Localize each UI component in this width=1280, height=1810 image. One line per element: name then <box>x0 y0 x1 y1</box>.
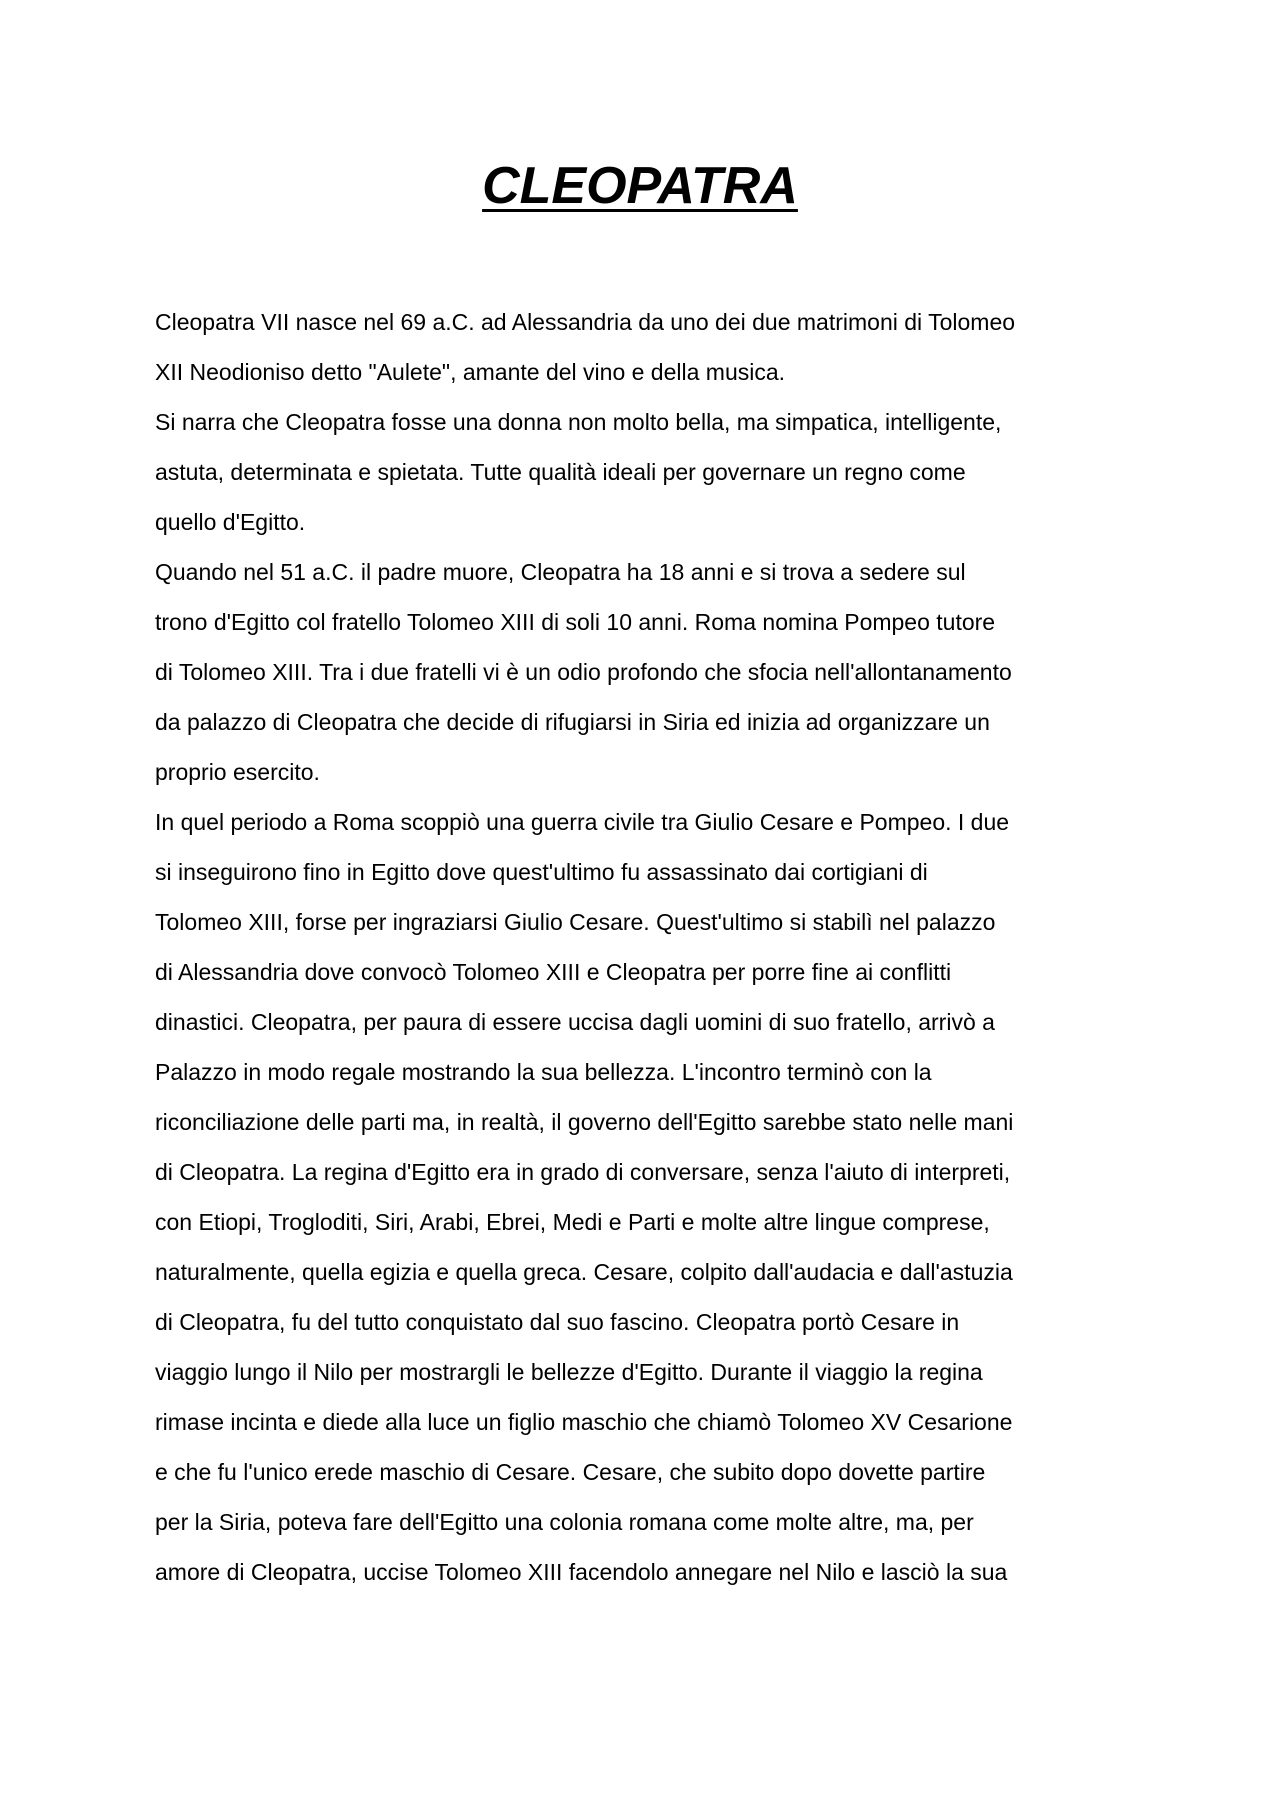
body-line: astuta, determinata e spietata. Tutte qualità ideali per governare un regno come <box>155 459 966 485</box>
body-line: Tolomeo XIII, forse per ingraziarsi Giulio Cesare. Quest'ultimo si stabilì nel palazzo <box>155 909 996 935</box>
body-line: di Tolomeo XIII. Tra i due fratelli vi è un odio profondo che sfocia nell'allontanamento <box>155 659 1012 685</box>
body-line: quello d'Egitto. <box>155 509 306 535</box>
document-body <box>155 297 1145 1597</box>
body-line: proprio esercito. <box>155 759 320 785</box>
body-line: di Cleopatra, fu del tutto conquistato dal suo fascino. Cleopatra portò Cesare in <box>155 1309 960 1335</box>
body-line: rimase incinta e diede alla luce un figlio maschio che chiamò Tolomeo XV Cesarione <box>155 1409 1013 1435</box>
body-line: Palazzo in modo regale mostrando la sua bellezza. L'incontro terminò con la <box>155 1059 932 1085</box>
body-line: per la Siria, poteva fare dell'Egitto una colonia romana come molte altre, ma, per <box>155 1509 974 1535</box>
body-line: Cleopatra VII nasce nel 69 a.C. ad Alessandria da uno dei due matrimoni di Tolomeo <box>155 309 1016 335</box>
body-line: e che fu l'unico erede maschio di Cesare. Cesare, che subito dopo dovette partire <box>155 1459 986 1485</box>
body-line: di Alessandria dove convocò Tolomeo XIII e Cleopatra per porre fine ai conflitti <box>155 959 952 985</box>
body-line: si inseguirono fino in Egitto dove quest'ultimo fu assassinato dai cortigiani di <box>155 859 928 885</box>
body-line: da palazzo di Cleopatra che decide di rifugiarsi in Siria ed inizia ad organizzare un <box>155 709 990 735</box>
body-line: XII Neodioniso detto "Aulete", amante del vino e della musica. <box>155 359 786 385</box>
body-line: In quel periodo a Roma scoppiò una guerra civile tra Giulio Cesare e Pompeo. I due <box>155 809 1010 835</box>
body-line: riconciliazione delle parti ma, in realtà, il governo dell'Egitto sarebbe stato nelle mani <box>155 1109 1014 1135</box>
document-title: CLEOPATRA <box>482 157 798 215</box>
body-line: trono d'Egitto col fratello Tolomeo XIII di soli 10 anni. Roma nomina Pompeo tutore <box>155 609 996 635</box>
body-line: Si narra che Cleopatra fosse una donna non molto bella, ma simpatica, intelligente, <box>155 409 1002 435</box>
body-line: con Etiopi, Trogloditi, Siri, Arabi, Ebrei, Medi e Parti e molte altre lingue comprese, <box>155 1209 990 1235</box>
body-line: dinastici. Cleopatra, per paura di essere uccisa dagli uomini di suo fratello, arrivò a <box>155 1009 995 1035</box>
body-line: di Cleopatra. La regina d'Egitto era in grado di conversare, senza l'aiuto di interpreti, <box>155 1159 1011 1185</box>
body-line: naturalmente, quella egizia e quella greca. Cesare, colpito dall'audacia e dall'astuzia <box>155 1259 1013 1285</box>
body-line: viaggio lungo il Nilo per mostrargli le bellezze d'Egitto. Durante il viaggio la regina <box>155 1359 983 1385</box>
body-line: Quando nel 51 a.C. il padre muore, Cleopatra ha 18 anni e si trova a sedere sul <box>155 559 966 585</box>
body-line: amore di Cleopatra, uccise Tolomeo XIII facendolo annegare nel Nilo e lasciò la sua <box>155 1559 1008 1585</box>
